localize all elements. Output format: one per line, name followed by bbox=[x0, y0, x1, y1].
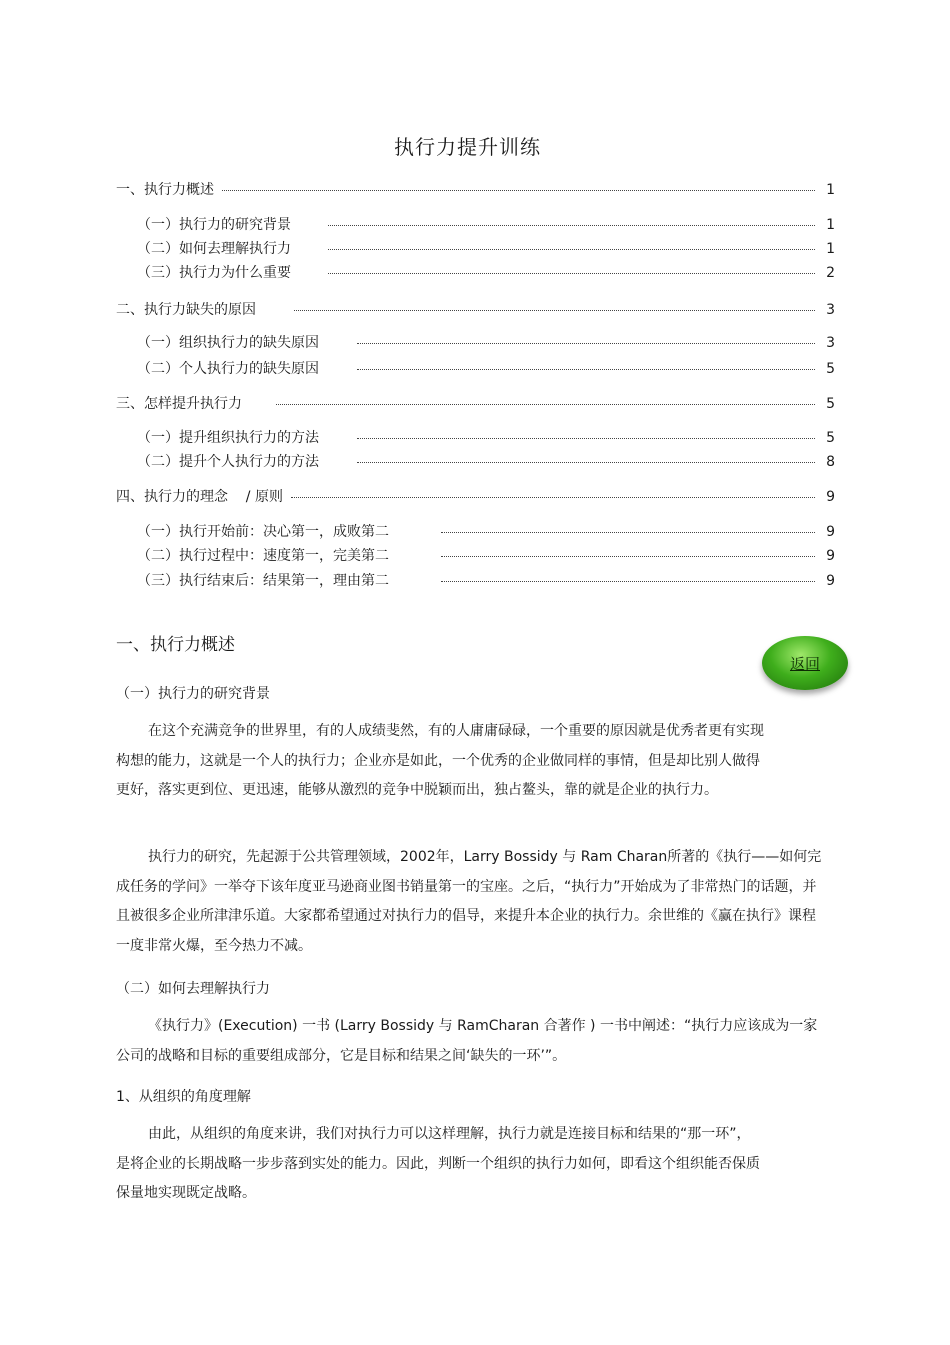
toc-entry-label: （二）提升个人执行力的方法 bbox=[137, 454, 319, 470]
toc-entry-label: （一）提升组织执行力的方法 bbox=[137, 430, 319, 446]
toc-leader-dots bbox=[222, 189, 815, 191]
toc-leader-dots bbox=[441, 531, 815, 533]
toc-leader-dots bbox=[276, 403, 815, 405]
toc-entry-page: 1 bbox=[826, 217, 835, 233]
toc-entry-label: （一）执行力的研究背景 bbox=[137, 217, 291, 233]
toc-entry[interactable] bbox=[137, 570, 835, 590]
toc-entry-page: 5 bbox=[826, 361, 835, 377]
toc-entry-page: 2 bbox=[826, 265, 835, 281]
toc-leader-dots bbox=[441, 555, 815, 557]
toc-entry-page: 9 bbox=[826, 573, 835, 589]
toc-entry-page: 8 bbox=[826, 454, 835, 470]
toc-entry-page: 5 bbox=[826, 430, 835, 446]
toc-entry[interactable] bbox=[137, 521, 835, 541]
toc-leader-dots bbox=[357, 368, 815, 370]
toc-entry-page: 5 bbox=[826, 396, 835, 412]
toc-entry-label: 四、执行力的理念 / 原则 bbox=[116, 489, 283, 505]
toc-entry[interactable] bbox=[116, 393, 835, 413]
toc-leader-dots bbox=[357, 461, 815, 463]
subsection-heading: （一）执行力的研究背景 bbox=[116, 686, 270, 702]
toc-entry[interactable] bbox=[137, 262, 835, 282]
toc-entry-label: （三）执行结束后：结果第一，理由第二 bbox=[137, 573, 389, 589]
toc-entry-label: 一、执行力概述 bbox=[116, 182, 214, 198]
toc-entry[interactable] bbox=[137, 332, 835, 352]
section-heading: 一、执行力概述 bbox=[116, 635, 235, 655]
body-paragraph: 在这个充满竞争的世界里，有的人成绩斐然，有的人庸庸碌碌，一个重要的原因就是优秀者更有实现构想的能力，这就是一个人的执行力；企业亦是如此，一个优秀的企业做同样的事情，但是却比别人做得更好，落实更到位、更迅速，能够从激烈的竞争中脱颖而出，独占鳌头，靠的就是企业的执行力。 bbox=[116, 723, 764, 799]
toc-entry[interactable] bbox=[137, 358, 835, 378]
toc-entry-page: 9 bbox=[826, 489, 835, 505]
toc-entry-page: 9 bbox=[826, 548, 835, 564]
point-heading: 1、从组织的角度理解 bbox=[116, 1089, 251, 1105]
toc-leader-dots bbox=[328, 248, 815, 250]
toc-leader-dots bbox=[328, 224, 815, 226]
document-title: 执行力提升训练 bbox=[394, 135, 541, 159]
toc-entry-page: 3 bbox=[826, 302, 835, 318]
toc-entry[interactable] bbox=[137, 238, 835, 258]
toc-leader-dots bbox=[291, 496, 815, 498]
toc-entry-label: 三、怎样提升执行力 bbox=[116, 396, 242, 412]
toc-leader-dots bbox=[357, 342, 815, 344]
subsection-heading: （二）如何去理解执行力 bbox=[116, 981, 270, 997]
back-button[interactable]: 返回 bbox=[762, 636, 848, 690]
toc-entry[interactable] bbox=[137, 427, 835, 447]
toc-entry[interactable] bbox=[116, 486, 835, 506]
toc-entry-label: 二、执行力缺失的原因 bbox=[116, 302, 256, 318]
toc-entry[interactable] bbox=[137, 214, 835, 234]
toc-entry-label: （三）执行力为什么重要 bbox=[137, 265, 291, 281]
body-paragraph: 由此，从组织的角度来讲，我们对执行力可以这样理解，执行力就是连接目标和结果的“那一环”，是将企业的长期战略一步步落到实处的能力。因此，判断一个组织的执行力如何，即看这个组织能否保质保量地实现既定战略。 bbox=[116, 1126, 760, 1202]
toc-entry-label: （一）执行开始前：决心第一，成败第二 bbox=[137, 524, 389, 540]
toc-leader-dots bbox=[357, 437, 815, 439]
toc-leader-dots bbox=[328, 272, 815, 274]
body-paragraph: 《执行力》(Execution) 一书 (Larry Bossidy 与 RamCharan 合著作 ) 一书中阐述：“执行力应该成为一家公司的战略和目标的重要组成部分，它是目标和结果之间‘缺失的一环’”。 bbox=[116, 1018, 818, 1064]
toc-entry-page: 9 bbox=[826, 524, 835, 540]
toc-entry-label: （二）个人执行力的缺失原因 bbox=[137, 361, 319, 377]
toc-entry-label: （二）执行过程中：速度第一，完美第二 bbox=[137, 548, 389, 564]
toc-entry-label: （二）如何去理解执行力 bbox=[137, 241, 291, 257]
toc-entry-page: 1 bbox=[826, 241, 835, 257]
toc-entry[interactable] bbox=[116, 179, 835, 199]
toc-entry[interactable] bbox=[137, 451, 835, 471]
toc-entry[interactable] bbox=[137, 545, 835, 565]
toc-leader-dots bbox=[441, 580, 815, 582]
toc-entry-label: （一）组织执行力的缺失原因 bbox=[137, 335, 319, 351]
body-paragraph: 执行力的研究，先起源于公共管理领域，2002年，Larry Bossidy 与 Ram Charan所著的《执行——如何完成任务的学问》一举夺下该年度亚马逊商业图书销量第一的宝座。之后，“执行力”开始成为了非常热门的话题，并且被很多企业所津津乐道。大家都希望通过对执行力的倡导，来提升本企业的执行力。余世维的《赢在执行》课程一度非常火爆，至今热力不减。 bbox=[116, 849, 822, 955]
toc-leader-dots bbox=[294, 309, 815, 311]
toc-entry[interactable] bbox=[116, 299, 835, 319]
toc-entry-page: 1 bbox=[826, 182, 835, 198]
toc-entry-page: 3 bbox=[826, 335, 835, 351]
